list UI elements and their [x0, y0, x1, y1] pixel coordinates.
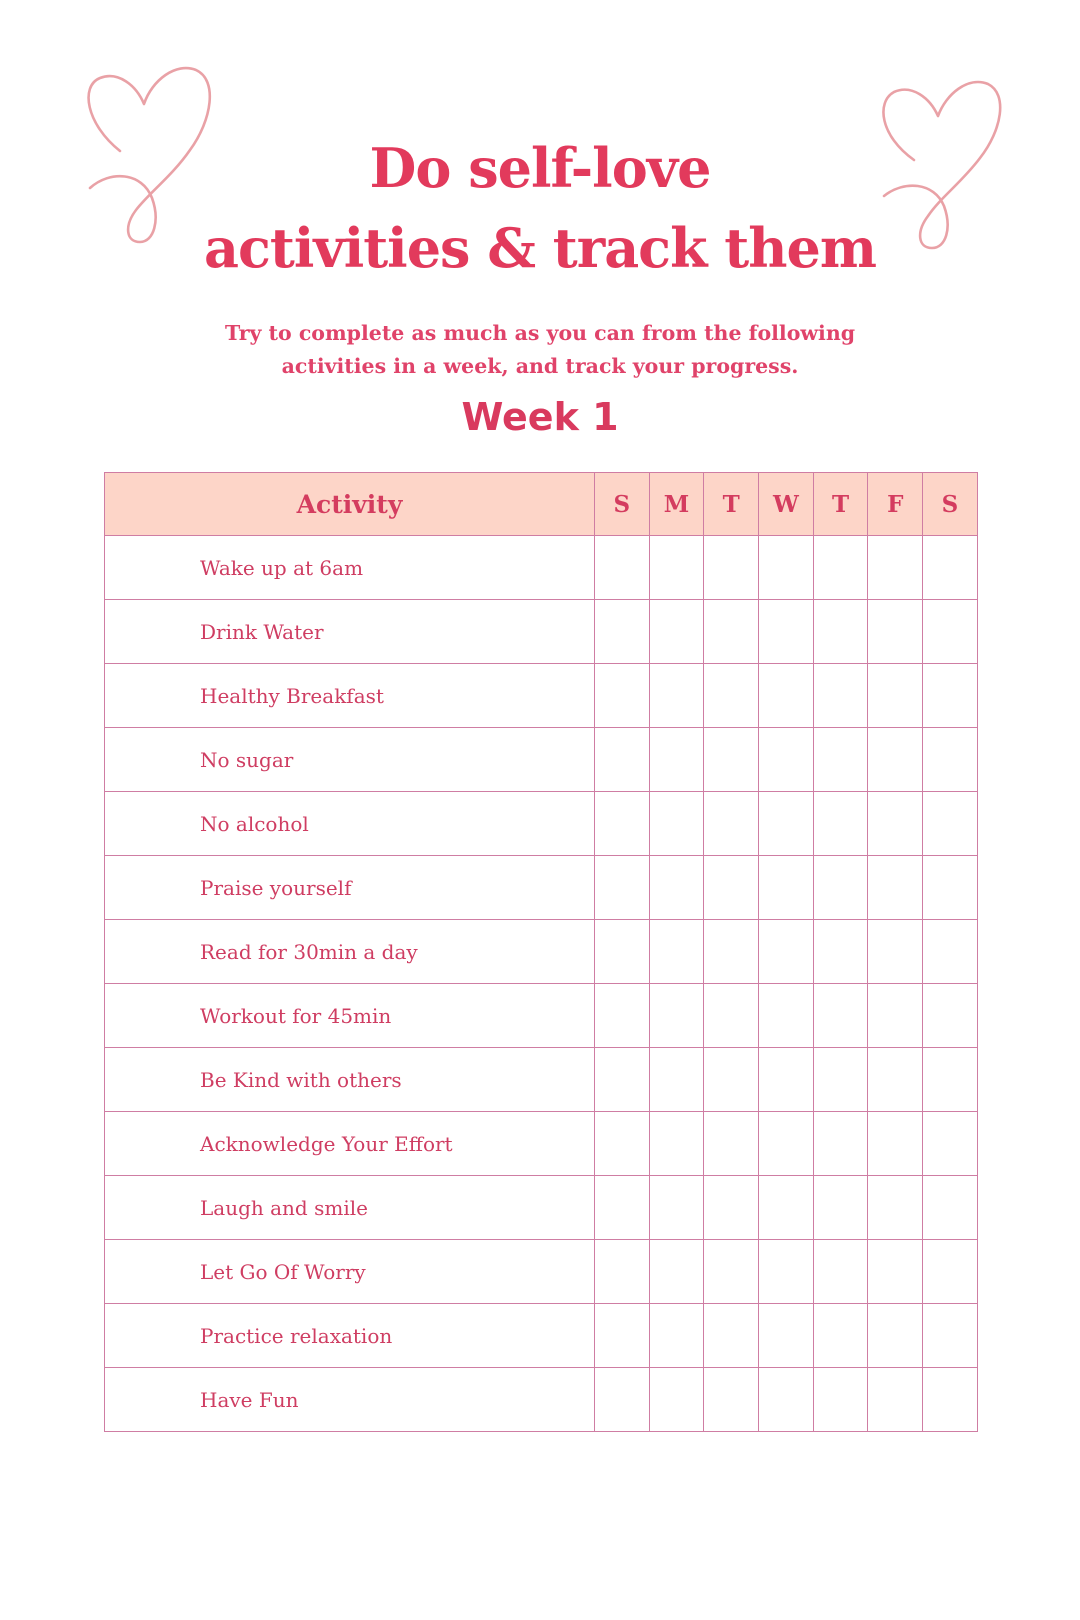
table-row: [105, 984, 978, 1048]
table-row: [105, 728, 978, 792]
checkbox-cell-sunday[interactable]: [595, 1048, 650, 1112]
checkbox-cell-friday[interactable]: [868, 1240, 923, 1304]
checkbox-cell-saturday[interactable]: [923, 1112, 978, 1176]
table-row: [105, 536, 978, 600]
instructions-text: [180, 317, 900, 383]
table-row: [105, 600, 978, 664]
checkbox-cell-friday[interactable]: [868, 984, 923, 1048]
checkbox-cell-friday[interactable]: [868, 1368, 923, 1432]
checkbox-cell-tuesday[interactable]: [704, 600, 759, 664]
checkbox-cell-tuesday[interactable]: [704, 536, 759, 600]
table-row: [105, 1304, 978, 1368]
checkbox-cell-sunday[interactable]: [595, 1176, 650, 1240]
table-row: [105, 664, 978, 728]
checkbox-cell-friday[interactable]: [868, 1176, 923, 1240]
checkbox-cell-sunday[interactable]: [595, 728, 650, 792]
activity-label: Practice relaxation: [105, 1304, 595, 1368]
table-row: [105, 856, 978, 920]
checkbox-cell-thursday[interactable]: [813, 1304, 868, 1368]
checkbox-cell-thursday[interactable]: [813, 536, 868, 600]
page-title-line-2: activities & track them: [204, 216, 876, 281]
checkbox-cell-wednesday[interactable]: [759, 728, 814, 792]
checkbox-cell-monday[interactable]: [649, 1048, 704, 1112]
table-row: [105, 1368, 978, 1432]
checkbox-cell-saturday[interactable]: [923, 1240, 978, 1304]
checkbox-cell-wednesday[interactable]: [759, 1048, 814, 1112]
checkbox-cell-sunday[interactable]: [595, 600, 650, 664]
checkbox-cell-thursday[interactable]: [813, 792, 868, 856]
checkbox-cell-friday[interactable]: [868, 1048, 923, 1112]
checkbox-cell-friday[interactable]: [868, 728, 923, 792]
checkbox-cell-tuesday[interactable]: [704, 984, 759, 1048]
activity-label: Acknowledge Your Effort: [105, 1112, 595, 1176]
activity-label: Workout for 45min: [105, 984, 595, 1048]
activity-label: Healthy Breakfast: [105, 664, 595, 728]
checkbox-cell-wednesday[interactable]: [759, 600, 814, 664]
checkbox-cell-monday[interactable]: [649, 920, 704, 984]
checkbox-cell-tuesday[interactable]: [704, 728, 759, 792]
checkbox-cell-friday[interactable]: [868, 920, 923, 984]
checkbox-cell-saturday[interactable]: [923, 664, 978, 728]
checkbox-cell-thursday[interactable]: [813, 984, 868, 1048]
activity-label: Be Kind with others: [105, 1048, 595, 1112]
checkbox-cell-sunday[interactable]: [595, 984, 650, 1048]
checkbox-cell-thursday[interactable]: [813, 1240, 868, 1304]
checkbox-cell-saturday[interactable]: [923, 600, 978, 664]
activity-label: Wake up at 6am: [105, 536, 595, 600]
checkbox-cell-thursday[interactable]: [813, 1368, 868, 1432]
checkbox-cell-monday[interactable]: [649, 1304, 704, 1368]
checkbox-cell-tuesday[interactable]: [704, 1240, 759, 1304]
checkbox-cell-monday[interactable]: [649, 536, 704, 600]
page-title: [140, 128, 940, 288]
activity-label: Have Fun: [105, 1368, 595, 1432]
checkbox-cell-sunday[interactable]: [595, 920, 650, 984]
instructions-line-2: activities in a week, and track your progress.: [281, 353, 799, 378]
table-header-row: [105, 473, 978, 536]
activity-column-header: Activity: [105, 473, 595, 536]
checkbox-cell-thursday[interactable]: [813, 728, 868, 792]
checkbox-cell-monday[interactable]: [649, 1368, 704, 1432]
day-header-friday: F: [868, 473, 923, 536]
checkbox-cell-tuesday[interactable]: [704, 1368, 759, 1432]
checkbox-cell-monday[interactable]: [649, 856, 704, 920]
checkbox-cell-friday[interactable]: [868, 792, 923, 856]
activity-label: Let Go Of Worry: [105, 1240, 595, 1304]
checkbox-cell-monday[interactable]: [649, 664, 704, 728]
checkbox-cell-tuesday[interactable]: [704, 1112, 759, 1176]
checkbox-cell-friday[interactable]: [868, 664, 923, 728]
checkbox-cell-wednesday[interactable]: [759, 792, 814, 856]
checkbox-cell-saturday[interactable]: [923, 856, 978, 920]
checkbox-cell-monday[interactable]: [649, 792, 704, 856]
checkbox-cell-friday[interactable]: [868, 600, 923, 664]
checkbox-cell-sunday[interactable]: [595, 1304, 650, 1368]
day-header-tuesday: T: [704, 473, 759, 536]
checkbox-cell-monday[interactable]: [649, 1240, 704, 1304]
activity-label: No alcohol: [105, 792, 595, 856]
habit-tracker-table: [104, 472, 978, 1432]
checkbox-cell-saturday[interactable]: [923, 984, 978, 1048]
table-row: [105, 1048, 978, 1112]
checkbox-cell-saturday[interactable]: [923, 1176, 978, 1240]
activity-label: No sugar: [105, 728, 595, 792]
checkbox-cell-tuesday[interactable]: [704, 920, 759, 984]
day-header-saturday: S: [923, 473, 978, 536]
checkbox-cell-thursday[interactable]: [813, 664, 868, 728]
checkbox-cell-monday[interactable]: [649, 1112, 704, 1176]
checkbox-cell-thursday[interactable]: [813, 1048, 868, 1112]
checkbox-cell-thursday[interactable]: [813, 856, 868, 920]
checkbox-cell-monday[interactable]: [649, 1176, 704, 1240]
checkbox-cell-sunday[interactable]: [595, 856, 650, 920]
checkbox-cell-saturday[interactable]: [923, 1368, 978, 1432]
activity-label: Drink Water: [105, 600, 595, 664]
activity-label: Laugh and smile: [105, 1176, 595, 1240]
checkbox-cell-wednesday[interactable]: [759, 1240, 814, 1304]
checkbox-cell-wednesday[interactable]: [759, 1368, 814, 1432]
day-header-monday: M: [649, 473, 704, 536]
checkbox-cell-saturday[interactable]: [923, 1304, 978, 1368]
checkbox-cell-wednesday[interactable]: [759, 536, 814, 600]
checkbox-cell-wednesday[interactable]: [759, 984, 814, 1048]
day-header-wednesday: W: [759, 473, 814, 536]
tracker-rows: [105, 536, 978, 1432]
checkbox-cell-wednesday[interactable]: [759, 1112, 814, 1176]
activity-label: Read for 30min a day: [105, 920, 595, 984]
checkbox-cell-friday[interactable]: [868, 536, 923, 600]
checkbox-cell-sunday[interactable]: [595, 1112, 650, 1176]
week-label: Week 1: [461, 395, 619, 439]
checkbox-cell-tuesday[interactable]: [704, 664, 759, 728]
checkbox-cell-wednesday[interactable]: [759, 1304, 814, 1368]
checkbox-cell-tuesday[interactable]: [704, 1048, 759, 1112]
checkbox-cell-friday[interactable]: [868, 856, 923, 920]
table-row: [105, 1240, 978, 1304]
checkbox-cell-tuesday[interactable]: [704, 1304, 759, 1368]
checkbox-cell-sunday[interactable]: [595, 536, 650, 600]
activity-label: Praise yourself: [105, 856, 595, 920]
checkbox-cell-tuesday[interactable]: [704, 792, 759, 856]
page-title-line-1: Do self-love: [369, 136, 711, 201]
day-header-thursday: T: [813, 473, 868, 536]
checkbox-cell-friday[interactable]: [868, 1112, 923, 1176]
checkbox-cell-sunday[interactable]: [595, 1240, 650, 1304]
checkbox-cell-wednesday[interactable]: [759, 1176, 814, 1240]
checkbox-cell-thursday[interactable]: [813, 600, 868, 664]
checkbox-cell-tuesday[interactable]: [704, 856, 759, 920]
checkbox-cell-saturday[interactable]: [923, 536, 978, 600]
checkbox-cell-wednesday[interactable]: [759, 856, 814, 920]
table-row: [105, 1112, 978, 1176]
instructions-line-1: Try to complete as much as you can from the following: [224, 320, 856, 345]
checkbox-cell-saturday[interactable]: [923, 728, 978, 792]
checkbox-cell-monday[interactable]: [649, 728, 704, 792]
checkbox-cell-wednesday[interactable]: [759, 920, 814, 984]
table-row: [105, 792, 978, 856]
checkbox-cell-monday[interactable]: [649, 984, 704, 1048]
checkbox-cell-thursday[interactable]: [813, 1112, 868, 1176]
checkbox-cell-saturday[interactable]: [923, 792, 978, 856]
checkbox-cell-thursday[interactable]: [813, 1176, 868, 1240]
checkbox-cell-sunday[interactable]: [595, 664, 650, 728]
table-row: [105, 1176, 978, 1240]
checkbox-cell-sunday[interactable]: [595, 1368, 650, 1432]
checkbox-cell-saturday[interactable]: [923, 1048, 978, 1112]
checkbox-cell-friday[interactable]: [868, 1304, 923, 1368]
checkbox-cell-sunday[interactable]: [595, 792, 650, 856]
checkbox-cell-saturday[interactable]: [923, 920, 978, 984]
checkbox-cell-tuesday[interactable]: [704, 1176, 759, 1240]
checkbox-cell-wednesday[interactable]: [759, 664, 814, 728]
checkbox-cell-monday[interactable]: [649, 600, 704, 664]
checkbox-cell-thursday[interactable]: [813, 920, 868, 984]
day-header-sunday: S: [595, 473, 650, 536]
table-row: [105, 920, 978, 984]
